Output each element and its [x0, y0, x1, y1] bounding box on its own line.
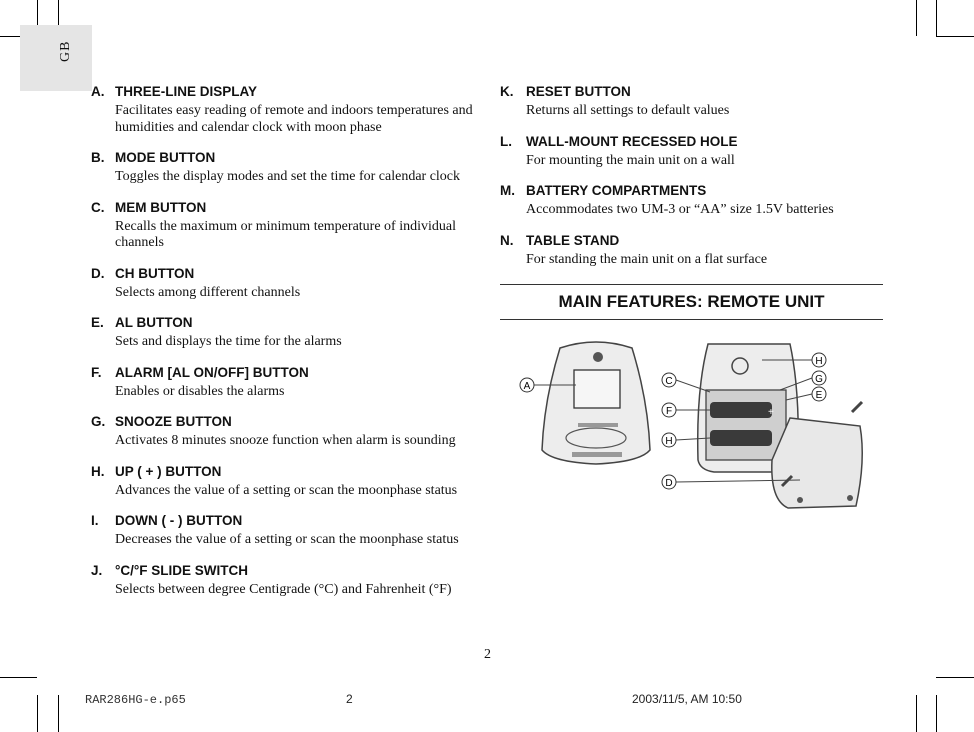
feature-description: Activates 8 minutes snooze function when alarm is sounding	[115, 433, 456, 448]
callout-c	[662, 373, 676, 387]
feature-item	[91, 513, 476, 549]
feature-letter: K.	[500, 84, 514, 99]
feature-letter: C.	[91, 199, 105, 215]
feature-item	[91, 200, 476, 252]
feature-description: For mounting the main unit on a wall	[526, 152, 735, 168]
crop-mark	[0, 677, 37, 678]
svg-text:F: F	[665, 406, 673, 417]
remote-brand-plate	[572, 452, 622, 457]
feature-title: CH BUTTON	[115, 265, 195, 281]
feature-letter: G.	[91, 414, 106, 429]
feature-item	[500, 134, 884, 170]
feature-title: MODE BUTTON	[115, 150, 216, 165]
feature-letter: J.	[91, 562, 103, 578]
feature-letter: H.	[91, 463, 105, 479]
svg-text:E: E	[815, 390, 823, 401]
feature-title: DOWN ( - ) BUTTON	[115, 513, 243, 528]
feature-letter: N.	[500, 232, 514, 248]
feature-letter: B.	[91, 150, 105, 165]
language-tab	[20, 25, 92, 91]
feature-title: °C/°F SLIDE SWITCH	[115, 562, 249, 578]
feature-letter: A.	[91, 84, 105, 99]
remote-lcd-display	[574, 370, 620, 408]
svg-text:H: H	[815, 356, 823, 367]
svg-text:G: G	[815, 374, 823, 385]
svg-text:C: C	[665, 376, 673, 387]
remote-unit-diagram	[500, 330, 890, 520]
feature-description: Decreases the value of a setting or scan the moonphase status	[115, 532, 459, 547]
remote-logo-icon	[593, 352, 603, 362]
feature-description: Enables or disables the alarms	[115, 383, 285, 399]
callout-d	[662, 475, 676, 489]
feature-title: RESET BUTTON	[526, 84, 631, 99]
feature-letter: E.	[91, 315, 104, 330]
feature-description: Accommodates two UM-3 or “AA” size 1.5V batteries	[526, 202, 834, 217]
feature-description: Sets and displays the time for the alarms	[115, 334, 342, 349]
feature-description: Returns all settings to default values	[526, 103, 730, 118]
feature-description: Toggles the display modes and set the time for calendar clock	[115, 169, 461, 184]
callout-h-left	[662, 433, 676, 447]
feature-description: Selects among different channels	[115, 284, 301, 300]
feature-description: Facilitates easy reading of remote and indoors temperatures and humidities and calendar clock with moon phase	[115, 103, 473, 135]
feature-letter: M.	[500, 183, 515, 198]
feature-letter: L.	[500, 133, 512, 149]
feature-title: AL BUTTON	[115, 315, 193, 330]
feature-description: Selects between degree Centigrade (°C) and Fahrenheit (°F)	[115, 581, 452, 597]
feature-letter: F.	[91, 364, 102, 380]
screw-icon	[852, 402, 862, 412]
feature-title: MEM BUTTON	[115, 199, 207, 215]
crop-mark	[936, 677, 974, 678]
remote-label-band	[578, 423, 618, 427]
feature-item	[91, 150, 476, 186]
feature-item	[500, 84, 884, 120]
crop-mark	[58, 695, 59, 732]
footer-page: 2	[346, 692, 353, 706]
callout-h-right	[812, 353, 826, 367]
feature-title: UP ( + ) BUTTON	[115, 463, 222, 479]
feature-item	[91, 414, 476, 450]
feature-letter: D.	[91, 265, 105, 281]
svg-text:A: A	[523, 381, 531, 392]
crop-mark	[936, 695, 937, 732]
battery-cover	[772, 418, 862, 508]
feature-item	[91, 365, 476, 401]
crop-mark	[936, 36, 974, 37]
battery-compartment	[706, 390, 786, 460]
feature-title: ALARM [AL ON/OFF] BUTTON	[115, 364, 309, 380]
features-heading: MAIN FEATURES: REMOTE UNIT	[500, 284, 883, 320]
feature-description: Recalls the maximum or minimum temperature of individual channels	[115, 218, 456, 250]
right-feature-list	[500, 84, 884, 282]
feature-item	[500, 233, 884, 269]
feature-item	[500, 183, 884, 219]
battery-1	[710, 402, 772, 418]
screw-icon	[847, 495, 853, 501]
feature-title: SNOOZE BUTTON	[115, 414, 232, 429]
callout-e	[812, 387, 826, 401]
feature-description: For standing the main unit on a flat surface	[526, 251, 768, 267]
screw-icon	[797, 497, 803, 503]
feature-item	[91, 266, 476, 302]
svg-text:H: H	[665, 436, 673, 447]
footer-filename: RAR286HG-e.p65	[85, 693, 186, 707]
feature-item	[91, 563, 476, 599]
feature-letter: I.	[91, 513, 99, 528]
feature-title: BATTERY COMPARTMENTS	[526, 183, 707, 198]
feature-title: WALL-MOUNT RECESSED HOLE	[526, 133, 738, 149]
language-tab-label: GB	[58, 40, 73, 62]
callout-f	[662, 403, 676, 417]
crop-mark	[916, 0, 917, 36]
feature-title: TABLE STAND	[526, 232, 620, 248]
svg-text:D: D	[665, 478, 673, 489]
feature-item	[91, 84, 476, 136]
crop-mark	[916, 695, 917, 732]
crop-mark	[37, 695, 38, 732]
page-number: 2	[484, 647, 491, 662]
feature-description: Advances the value of a setting or scan the moonphase status	[115, 482, 458, 498]
battery-plus-label: +	[768, 407, 774, 418]
callout-g	[812, 371, 826, 385]
left-feature-list	[91, 84, 476, 612]
feature-item	[91, 315, 476, 351]
footer-date: 2003/11/5, AM 10:50	[632, 692, 742, 706]
feature-title: THREE-LINE DISPLAY	[115, 84, 258, 99]
callout-a	[520, 378, 534, 392]
feature-item	[91, 464, 476, 500]
battery-2	[710, 430, 772, 446]
crop-mark	[936, 0, 937, 36]
